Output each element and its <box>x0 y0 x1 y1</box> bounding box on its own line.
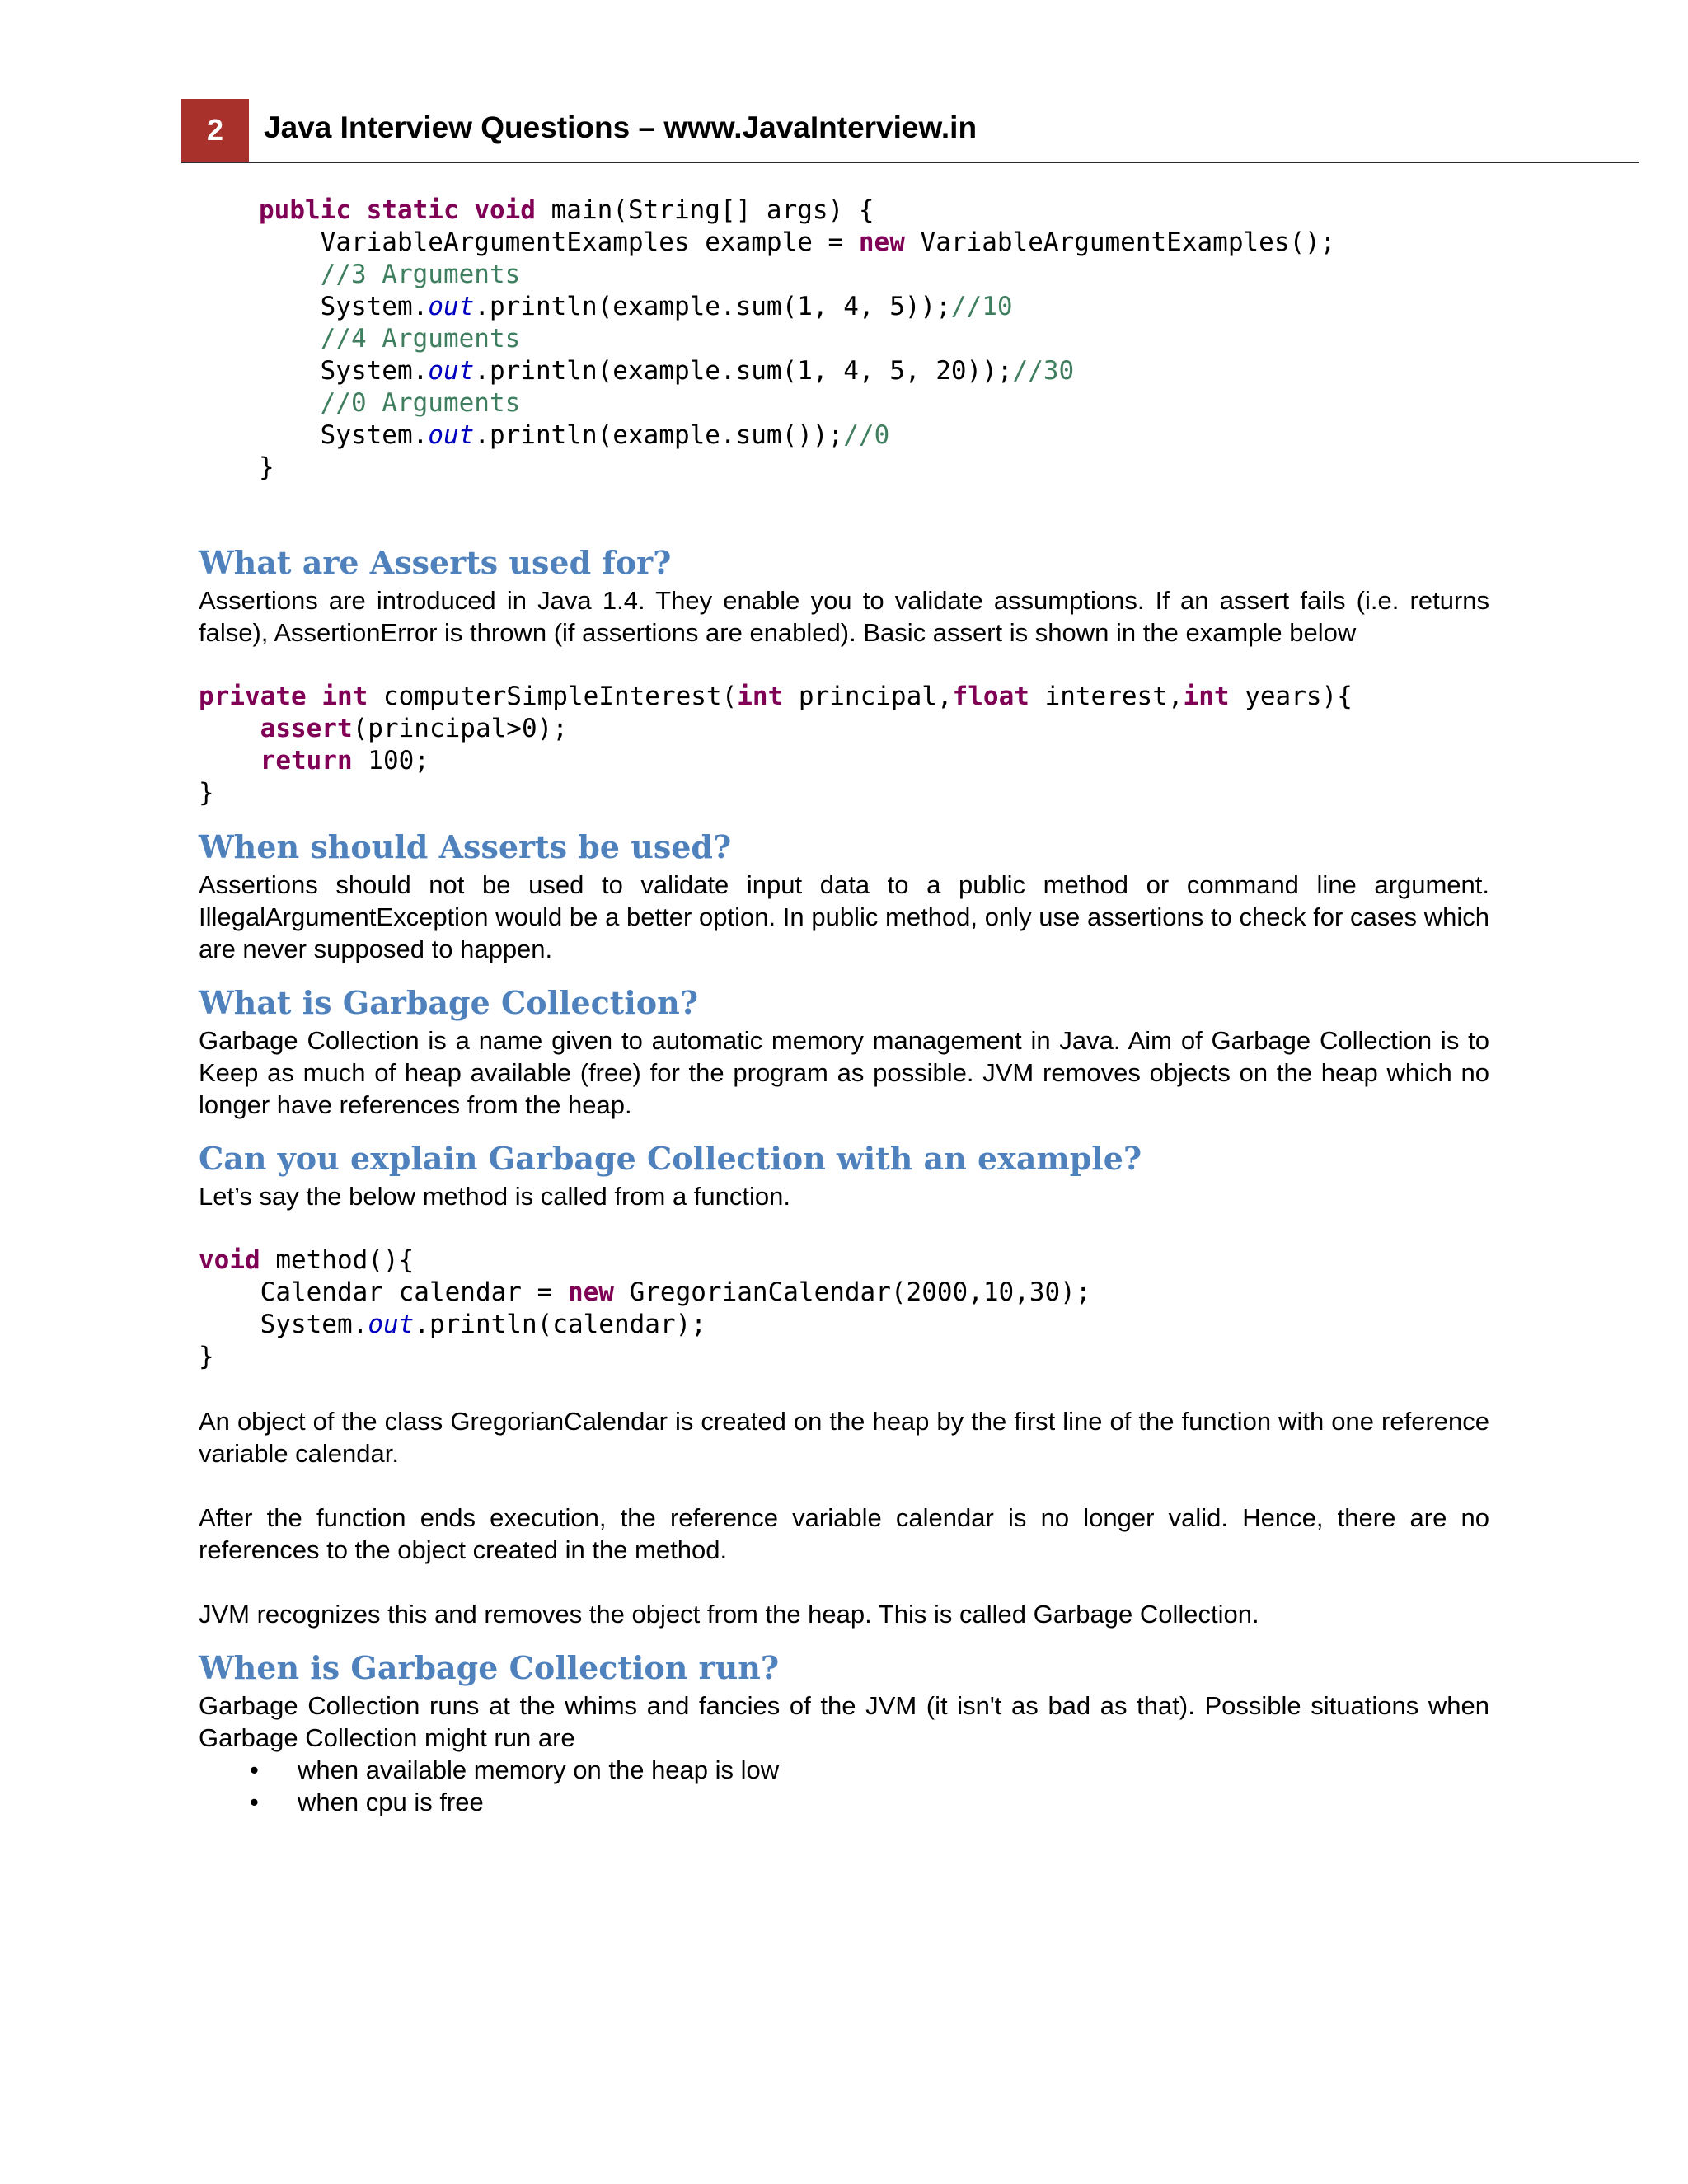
heading-gc: What is Garbage Collection? <box>199 984 699 1021</box>
code-text: } <box>199 778 214 808</box>
code-keyword: return <box>260 746 353 776</box>
code-keyword: float <box>952 682 1029 711</box>
code-comment: //30 <box>1012 356 1075 386</box>
paragraph-gc-example-2: After the function ends execution, the reference variable calendar is no longer valid. Hence, there are no references to the object created in the method. <box>199 1503 1489 1564</box>
paragraph-gc-example-3: JVM recognizes this and removes the object from the heap. This is called Garbage Collection. <box>199 1600 1259 1629</box>
heading-asserts: What are Asserts used for? <box>199 544 672 581</box>
code-text: System. <box>320 420 429 450</box>
list-item <box>199 1754 1489 1786</box>
code-text: .println(example.sum(1, 4, 5, 20)); <box>474 356 1013 386</box>
paragraph-gc-example-1: An object of the class GregorianCalendar is created on the heap by the first line of the function with one reference variable calendar. <box>199 1407 1489 1468</box>
code-text: years){ <box>1229 682 1353 711</box>
code-keyword: static <box>366 195 459 225</box>
code-text: System. <box>320 292 429 321</box>
code-keyword: assert <box>260 714 353 743</box>
code-comment: //4 Arguments <box>320 324 521 354</box>
code-text: main(String[] args) { <box>535 195 874 225</box>
code-keyword: void <box>474 195 536 225</box>
code-keyword: new <box>567 1277 614 1307</box>
bullet-list-gc-run <box>199 1754 1489 1818</box>
code-text: (principal>0); <box>352 714 568 743</box>
code-comment: //3 Arguments <box>320 260 521 289</box>
code-text: .println(calendar); <box>414 1310 706 1339</box>
code-keyword: int <box>1183 682 1230 711</box>
paragraph-gc-example-intro: Let’s say the below method is called from a function. <box>199 1182 790 1211</box>
code-block-assert <box>199 681 1489 809</box>
code-block-gc <box>199 1244 1489 1373</box>
paragraph-gc-run: Garbage Collection runs at the whims and fancies of the JVM (it isn't as bad as that). Possible situations when Garbage Collection might run are <box>199 1691 1489 1752</box>
code-keyword: void <box>199 1245 260 1275</box>
paragraph-asserts-when: Assertions should not be used to validate input data to a public method or command line argument. IllegalArgumentException would be a better option. In public method, only use assertions to check for cases which are never supposed to happen. <box>199 870 1489 963</box>
paragraph-asserts: Assertions are introduced in Java 1.4. They enable you to validate assumptions. If an assert fails (i.e. returns false), AssertionError is thrown (if assertions are enabled). Basic assert is shown in the example below <box>199 586 1489 647</box>
bullet-icon: • <box>250 1788 259 1816</box>
code-field: out <box>428 292 475 321</box>
code-text: GregorianCalendar(2000,10,30); <box>613 1277 1091 1307</box>
code-keyword: new <box>858 227 905 257</box>
code-text: .println(example.sum()); <box>474 420 844 450</box>
code-text: System. <box>320 356 429 386</box>
code-text: principal, <box>783 682 953 711</box>
code-text: System. <box>260 1310 368 1339</box>
code-text: VariableArgumentExamples(); <box>904 227 1336 257</box>
page-header <box>181 99 1639 163</box>
list-item <box>199 1786 1489 1818</box>
code-text: interest, <box>1029 682 1184 711</box>
code-keyword: int <box>737 682 784 711</box>
header-title: Java Interview Questions – www.JavaInterview.in <box>264 110 978 144</box>
heading-gc-run: When is Garbage Collection run? <box>199 1649 780 1686</box>
code-text: computerSimpleInterest( <box>368 682 738 711</box>
code-text: VariableArgumentExamples example = <box>320 227 859 257</box>
page-content <box>199 194 1489 1818</box>
code-text: 100; <box>352 746 429 776</box>
code-comment: //0 Arguments <box>320 388 521 418</box>
code-keyword: private <box>199 682 307 711</box>
code-field: out <box>368 1310 415 1339</box>
code-text: } <box>259 452 274 482</box>
page-number-badge: 2 <box>181 99 249 162</box>
code-text: } <box>199 1342 214 1371</box>
bullet-icon: • <box>250 1755 259 1784</box>
heading-asserts-when: When should Asserts be used? <box>199 828 732 865</box>
code-comment: //0 <box>843 420 890 450</box>
code-keyword: int <box>321 682 368 711</box>
code-block-main <box>199 194 1489 484</box>
code-field: out <box>428 356 475 386</box>
paragraph-gc: Garbage Collection is a name given to automatic memory management in Java. Aim of Garbage Collection is to Keep as much of heap available (free) for the program as possible. JVM removes objects on the heap which no longer have references from the heap. <box>199 1026 1489 1119</box>
list-item-text: when cpu is free <box>298 1788 484 1816</box>
code-keyword: public <box>259 195 351 225</box>
code-text: Calendar calendar = <box>260 1277 568 1307</box>
heading-gc-example: Can you explain Garbage Collection with an example? <box>199 1140 1142 1177</box>
code-text: method(){ <box>260 1245 415 1275</box>
code-comment: //10 <box>950 292 1013 321</box>
code-field: out <box>428 420 475 450</box>
code-text: .println(example.sum(1, 4, 5)); <box>474 292 951 321</box>
list-item-text: when available memory on the heap is low <box>298 1755 780 1784</box>
